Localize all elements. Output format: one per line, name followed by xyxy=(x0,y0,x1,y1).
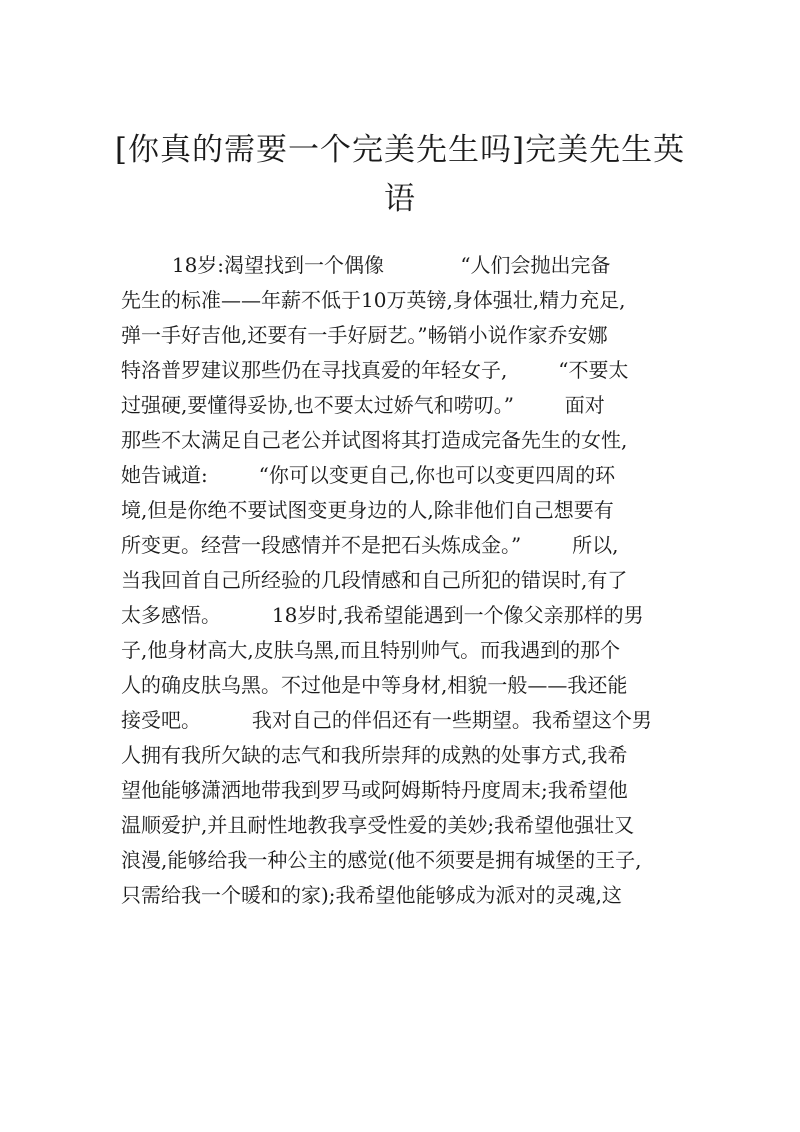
body-line: 只需给我一个暖和的家);我希望他能够成为派对的灵魂,这 xyxy=(121,883,622,907)
body-line: 浪漫,能够给我一种公主的感觉(他不须要是拥有城堡的王子, xyxy=(121,848,642,872)
body-line: 18岁:渴望找到一个偶像 “人们会抛出完备 xyxy=(121,253,611,277)
body-line: 温顺爱护,并且耐性地教我享受性爱的美妙;我希望他强壮又 xyxy=(121,813,635,837)
body-text xyxy=(121,248,691,913)
body-line: 人的确皮肤乌黑。不过他是中等身材,相貌一般——我还能 xyxy=(121,673,628,697)
body-line: 先生的标准——年薪不低于10万英镑,身体强壮,精力充足, xyxy=(121,288,626,312)
body-line: 子,他身材高大,皮肤乌黑,而且特别帅气。而我遇到的那个 xyxy=(121,638,621,662)
document-title xyxy=(100,126,700,224)
body-line: 弹一手好吉他,还要有一手好厨艺。”畅销小说作家乔安娜 xyxy=(121,323,608,347)
body-line: 境,但是你绝不要试图变更身边的人,除非他们自己想要有 xyxy=(121,498,614,522)
body-line: 那些不太满足自己老公并试图将其打造成完备先生的女性, xyxy=(121,428,628,452)
body-line: 当我回首自己所经验的几段情感和自己所犯的错误时,有了 xyxy=(121,568,628,592)
body-line: 望他能够潇洒地带我到罗马或阿姆斯特丹度周末;我希望他 xyxy=(121,778,628,802)
body-line: 所变更。经营一段感情并不是把石头炼成金。” 所以, xyxy=(121,533,619,557)
body-line: 过强硬,要懂得妥协,也不要太过娇气和唠叨。” 面对 xyxy=(121,393,605,417)
body-line: 人拥有我所欠缺的志气和我所崇拜的成熟的处事方式,我希 xyxy=(121,743,628,767)
body-line: 太多感悟。 18岁时,我希望能遇到一个像父亲那样的男 xyxy=(121,603,644,627)
title-line-1: [你真的需要一个完美先生吗]完美先生英 xyxy=(114,132,686,168)
body-line: 接受吧。 我对自己的伴侣还有一些期望。我希望这个男 xyxy=(121,708,652,732)
body-line: 她告诫道: “你可以变更自己,你也可以变更四周的环 xyxy=(121,463,616,487)
body-line: 特洛普罗建议那些仍在寻找真爱的年轻女子, “不要太 xyxy=(121,358,629,382)
title-line-2: 语 xyxy=(384,181,416,217)
